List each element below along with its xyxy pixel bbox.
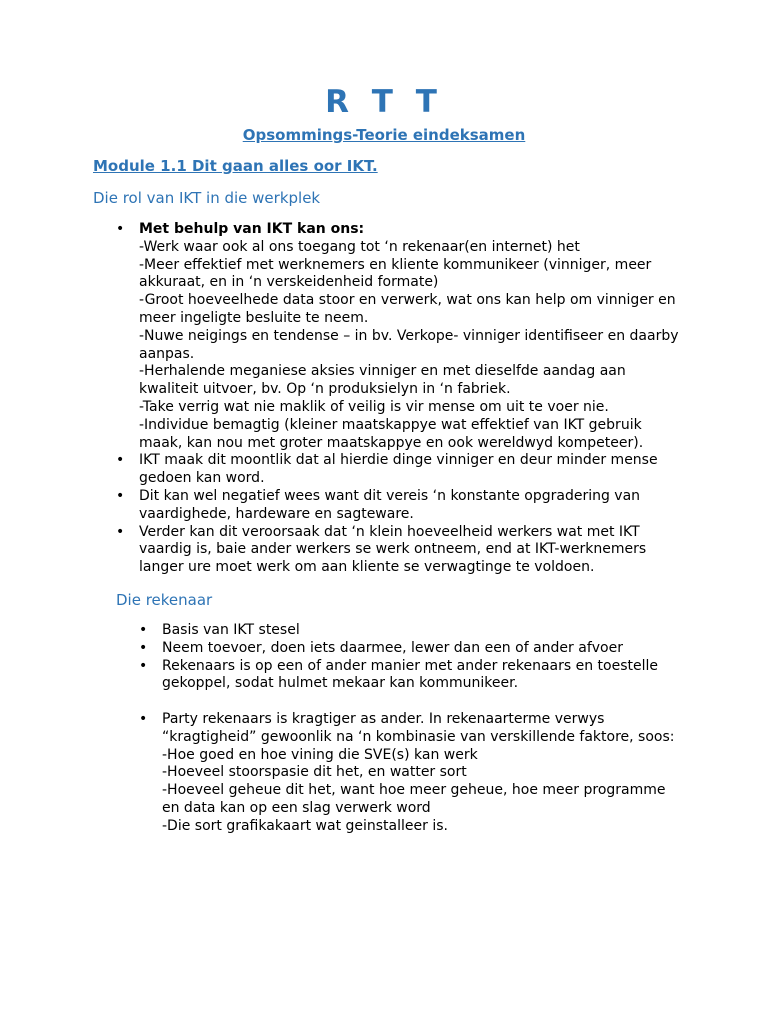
module-heading: Module 1.1 Dit gaan alles oor IKT.	[93, 157, 378, 175]
list-item-text: IKT maak dit moontlik dat al hierdie dinge vinniger en deur minder mense gedoen kan word.	[139, 452, 658, 487]
list-item	[162, 640, 682, 658]
section-heading-rekenaar: Die rekenaar	[116, 591, 213, 609]
document-subtitle: Opsommings-Teorie eindeksamen	[242, 126, 526, 144]
list-item-text: Verder kan dit veroorsaak dat ‘n klein hoeveelheid werkers wat met IKT vaardig is, baie ander werkers se werk ontneem, end at IKT-werknemers langer ure moet werk om aan kliente se verwagtinge te voldoen.	[139, 523, 647, 576]
list-item	[139, 524, 679, 577]
list-item	[162, 711, 682, 836]
section-heading-ikt-werkplek: Die rol van IKT in die werkplek	[93, 189, 321, 207]
bullet-list-ikt-werkplek	[139, 221, 679, 577]
list-item-lead: Met behulp van IKT kan ons:	[139, 221, 365, 237]
list-spacer	[162, 693, 682, 711]
list-item	[139, 452, 679, 488]
list-item	[139, 488, 679, 524]
list-item	[139, 221, 679, 452]
list-item	[162, 622, 682, 640]
list-item	[162, 658, 682, 694]
bullet-list-rekenaar	[162, 622, 682, 836]
list-item-text: -Werk waar ook al ons toegang tot ‘n rekenaar(en internet) het -Meer effektief met werknemers en kliente kommunikeer (vinniger, meer akkuraat, en in ‘n verskeidenheid formate) -Groot hoeveelhede data stoor en verwerk, wat ons kan help om vinniger en meer ingeligte besluite te neem. -Nuwe neigings en tendense – in bv. Verkope- vinniger identifiseer en daarby aanpas. -Herhalende meganiese aksies vinniger en met dieselfde aandag aan kwaliteit uitvoer, bv. Op ‘n produksielyn in ‘n fabriek. -Take verrig wat nie maklik of veilig is vir mense om uit te voer nie. -Individue bemagtig (kleiner maatskappye wat effektief van IKT gebruik maak, kan nou met groter maatskappye en ook wereldwyd kompeteer).	[139, 238, 679, 451]
list-item-text: Basis van IKT stesel	[162, 622, 300, 638]
document-title: R T T	[325, 84, 443, 120]
list-item-text: Party rekenaars is kragtiger as ander. In rekenaarterme verwys “kragtigheid” gewoonlik na ‘n kombinasie van verskillende faktore, soos: -Hoe goed en hoe vining die SVE(s) kan werk -Hoeveel stoorspasie dit het, en watter sort -Hoeveel geheue dit het, want hoe meer geheue, hoe meer programme en data kan op een slag verwerk word -Die sort grafikakaart wat geinstalleer is.	[162, 710, 675, 834]
list-item-text: Neem toevoer, doen iets daarmee, lewer dan een of ander afvoer	[162, 639, 623, 656]
list-item-text: Dit kan wel negatief wees want dit vereis ‘n konstante opgradering van vaardighede, hardeware en sagteware.	[139, 487, 641, 522]
list-item-text: Rekenaars is op een of ander manier met ander rekenaars en toestelle gekoppel, sodat hulmet mekaar kan kommunikeer.	[162, 657, 659, 692]
